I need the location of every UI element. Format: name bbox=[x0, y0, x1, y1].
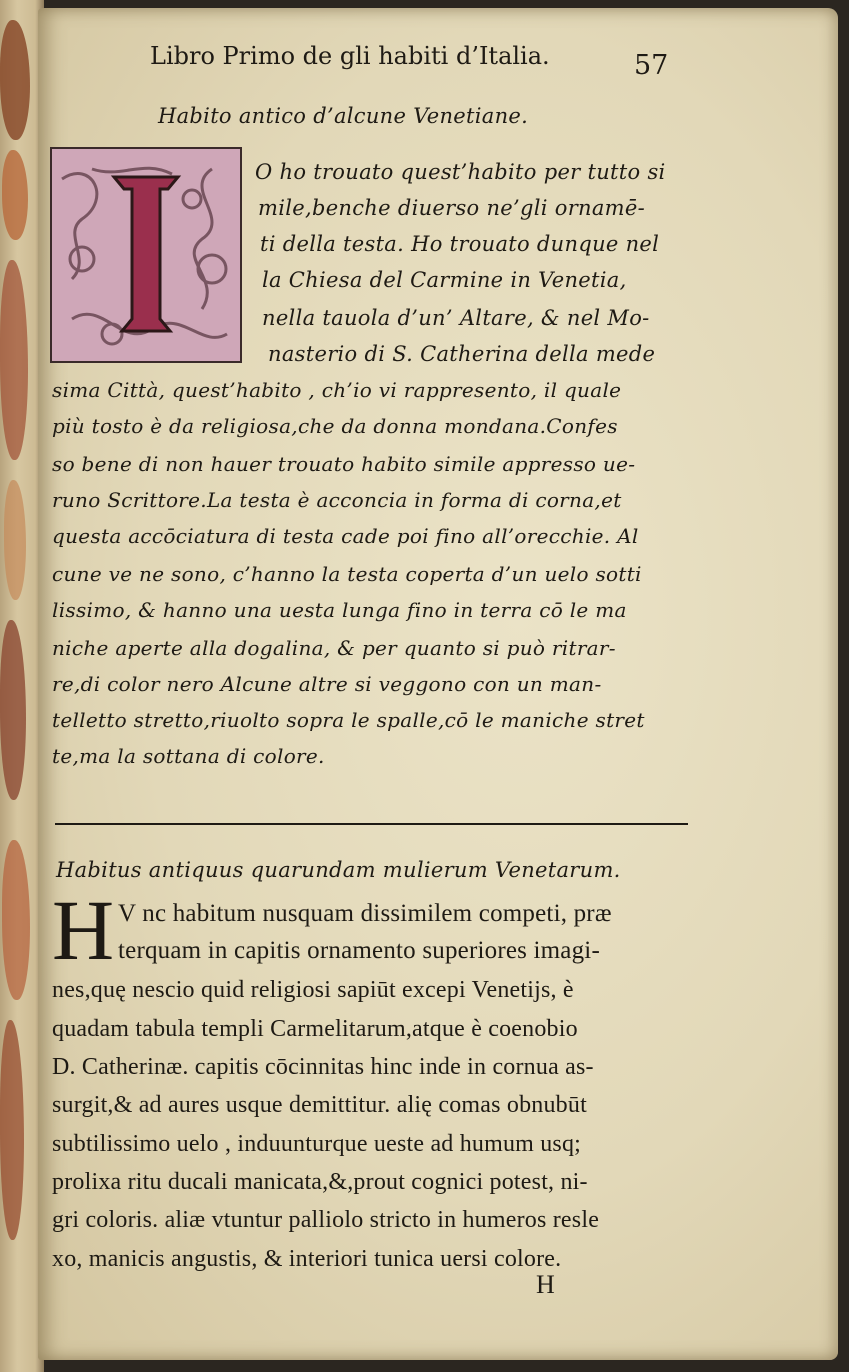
latin-line: D. Catherinæ. capitis cōcinnitas hinc inde in cornua as- bbox=[52, 1054, 594, 1080]
italian-line: niche aperte alla dogalina, & per quanto si può ritrar- bbox=[52, 636, 616, 660]
italian-line: telletto stretto,riuolto sopra le spalle,cō le maniche stret bbox=[52, 708, 645, 732]
section-divider bbox=[55, 823, 688, 825]
italian-line: cune ve ne sono, c’hanno la testa coperta d’un uelo sotti bbox=[52, 562, 642, 586]
italian-line: questa accōciatura di testa cade poi fino all’orecchie. Al bbox=[52, 524, 639, 548]
italian-line: te,ma la sottana di colore. bbox=[52, 744, 325, 768]
italian-line: sima Città, quest’habito , ch’io vi rappresento, il quale bbox=[52, 378, 622, 402]
italian-line: la Chiesa del Carmine in Venetia, bbox=[262, 268, 627, 292]
initial-letter: H bbox=[52, 882, 115, 978]
latin-line: terquam in capitis ornamento superiores imagi- bbox=[118, 937, 600, 964]
latin-line: quadam tabula templi Carmelitarum,atque è coenobio bbox=[52, 1016, 578, 1042]
running-title: Libro Primo de gli habiti d’Italia. bbox=[150, 42, 550, 70]
latin-line: nes,quę nescio quid religiosi sapiūt excepi Venetijs, è bbox=[52, 977, 574, 1003]
latin-line: subtilissimo uelo , induunturque ueste ad humum usq; bbox=[52, 1131, 582, 1157]
italian-title: Habito antico d’alcune Venetiane. bbox=[158, 104, 529, 128]
italian-line: runo Scrittore.La testa è acconcia in forma di corna,et bbox=[52, 488, 622, 512]
ornament-icon bbox=[52, 149, 240, 361]
italian-line: nasterio di S. Catherina della mede bbox=[268, 342, 656, 366]
italian-line: so bene di non hauer trouato habito simile appresso ue- bbox=[52, 452, 636, 476]
decorated-initial bbox=[50, 147, 242, 363]
latin-line: gri coloris. aliæ vtuntur palliolo stricto in humeros resle bbox=[52, 1207, 600, 1233]
signature-mark: H bbox=[536, 1270, 555, 1299]
latin-line: V nc habitum nusquam dissimilem competi, præ bbox=[118, 900, 612, 927]
latin-line: prolixa ritu ducali manicata,&,prout cognici potest, ni- bbox=[52, 1169, 588, 1195]
latin-line: surgit,& ad aures usque demittitur. alię comas obnubūt bbox=[52, 1092, 587, 1118]
italian-line: più tosto è da religiosa,che da donna mondana.Confes bbox=[52, 414, 618, 438]
italian-line: re,di color nero Alcune altre si veggono con un man- bbox=[52, 672, 602, 696]
italian-line: O ho trouato quest’habito per tutto si bbox=[255, 160, 666, 184]
italian-line: mile,benche diuerso ne’gli ornamē- bbox=[258, 196, 646, 220]
page-number: 57 bbox=[634, 50, 669, 81]
latin-title: Habitus antiquus quarundam mulierum Venetarum. bbox=[56, 858, 621, 882]
italian-line: ti della testa. Ho trouato dunque nel bbox=[260, 232, 660, 256]
italian-line: nella tauola d’un’ Altare, & nel Mo- bbox=[262, 306, 650, 330]
latin-line: xo, manicis angustis, & interiori tunica uersi colore. bbox=[52, 1246, 562, 1272]
italian-line: lissimo, & hanno una uesta lunga fino in terra cō le ma bbox=[52, 598, 627, 622]
